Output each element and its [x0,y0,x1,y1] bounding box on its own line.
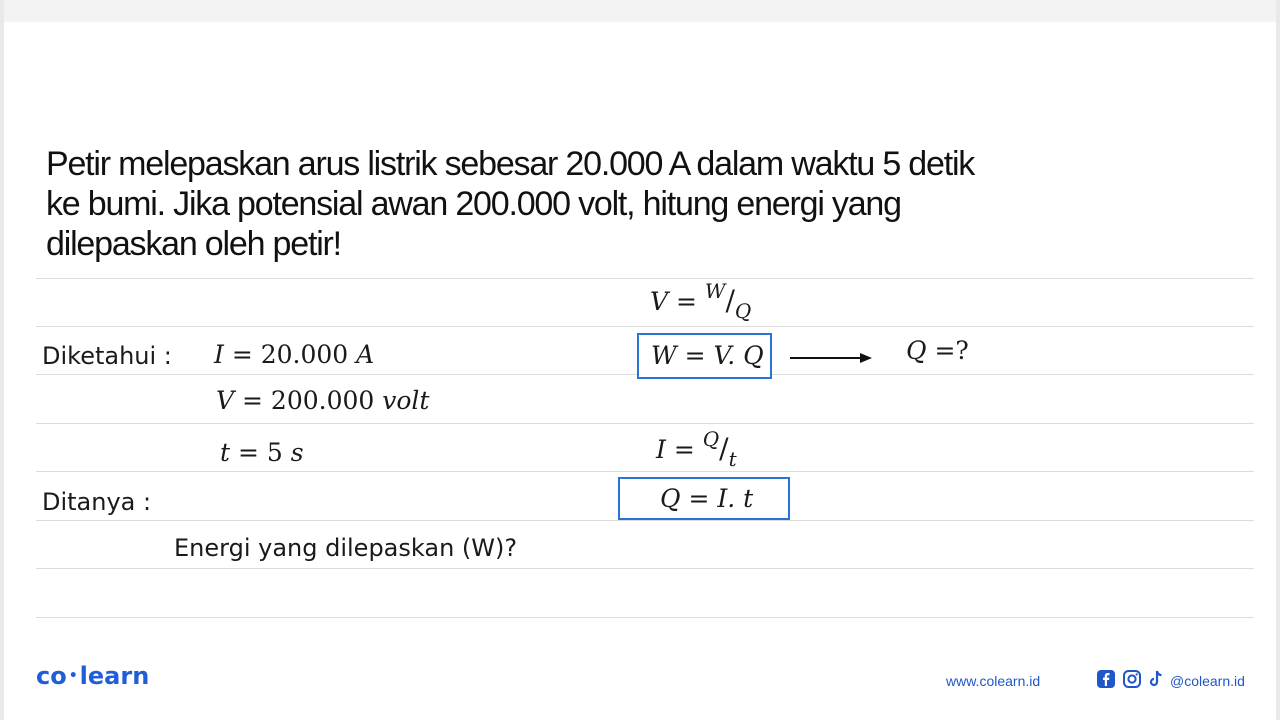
current-definition [656,427,737,471]
v-def-eq: = [676,287,697,316]
window-top-bar [0,0,1280,22]
energy-formula-lhs: W [651,341,677,370]
known-current [214,340,374,369]
tiktok-icon[interactable] [1146,669,1166,689]
instagram-icon[interactable] [1122,669,1142,689]
energy-formula-box [637,333,772,379]
problem-line-3: dilepaskan oleh petir! [46,225,341,263]
charge-unknown-rhs: =? [934,336,969,365]
ruled-line [36,617,1254,618]
voltage-unit: volt [382,386,430,415]
charge-unknown [906,336,969,365]
charge-formula [660,484,788,513]
website-link[interactable]: www.colearn.id [946,673,1041,689]
i-def-lhs: I [656,435,666,464]
v-def-numerator: W [704,279,726,303]
ruled-line [36,471,1254,472]
ruled-line [36,520,1254,521]
colearn-logo[interactable] [36,662,149,690]
ruled-line [36,278,1254,279]
logo-part-learn: learn [79,662,150,690]
charge-unknown-lhs: Q [906,336,927,365]
ruled-line [36,326,1254,327]
charge-formula-rhs: = I. t [688,484,754,513]
logo-dot: • [68,668,78,684]
v-def-slash: / [725,284,735,317]
charge-formula-lhs: Q [660,484,681,513]
time-value: = 5 [238,438,283,467]
voltage-value: = 200.000 [242,386,375,415]
voltage-symbol: V [216,386,235,415]
i-def-denominator: t [728,447,737,471]
known-voltage [216,386,429,415]
window-right-edge [1276,0,1280,720]
i-def-slash: / [719,432,729,465]
i-def-numerator: Q [702,427,720,451]
v-def-lhs: V [650,287,669,316]
facebook-icon[interactable] [1096,669,1116,689]
energy-formula [651,341,770,370]
asked-text: Energi yang dilepaskan (W)? [174,534,518,562]
time-symbol: t [220,438,231,467]
asked-label: Ditanya : [42,488,152,516]
current-unit: A [356,340,375,369]
energy-formula-rhs: = V. Q [684,341,764,370]
problem-statement [46,144,1106,264]
voltage-definition [650,279,752,323]
logo-part-co: co [36,662,67,690]
ruled-line [36,568,1254,569]
current-symbol: I [214,340,224,369]
ruled-line [36,423,1254,424]
v-def-denominator: Q [734,299,752,323]
i-def-eq: = [673,435,695,464]
right-arrow-icon [790,352,872,364]
window-left-edge [0,0,4,720]
time-unit: s [290,438,304,467]
known-time [220,438,304,467]
known-label: Diketahui : [42,342,172,370]
social-handle[interactable]: @colearn.id [1170,673,1245,689]
current-value: = 20.000 [231,340,349,369]
problem-line-1: Petir melepaskan arus listrik sebesar 20.000 A dalam waktu 5 detik [46,145,975,183]
problem-line-2: ke bumi. Jika potensial awan 200.000 volt, hitung energi yang [46,185,901,223]
charge-formula-box [618,477,790,520]
